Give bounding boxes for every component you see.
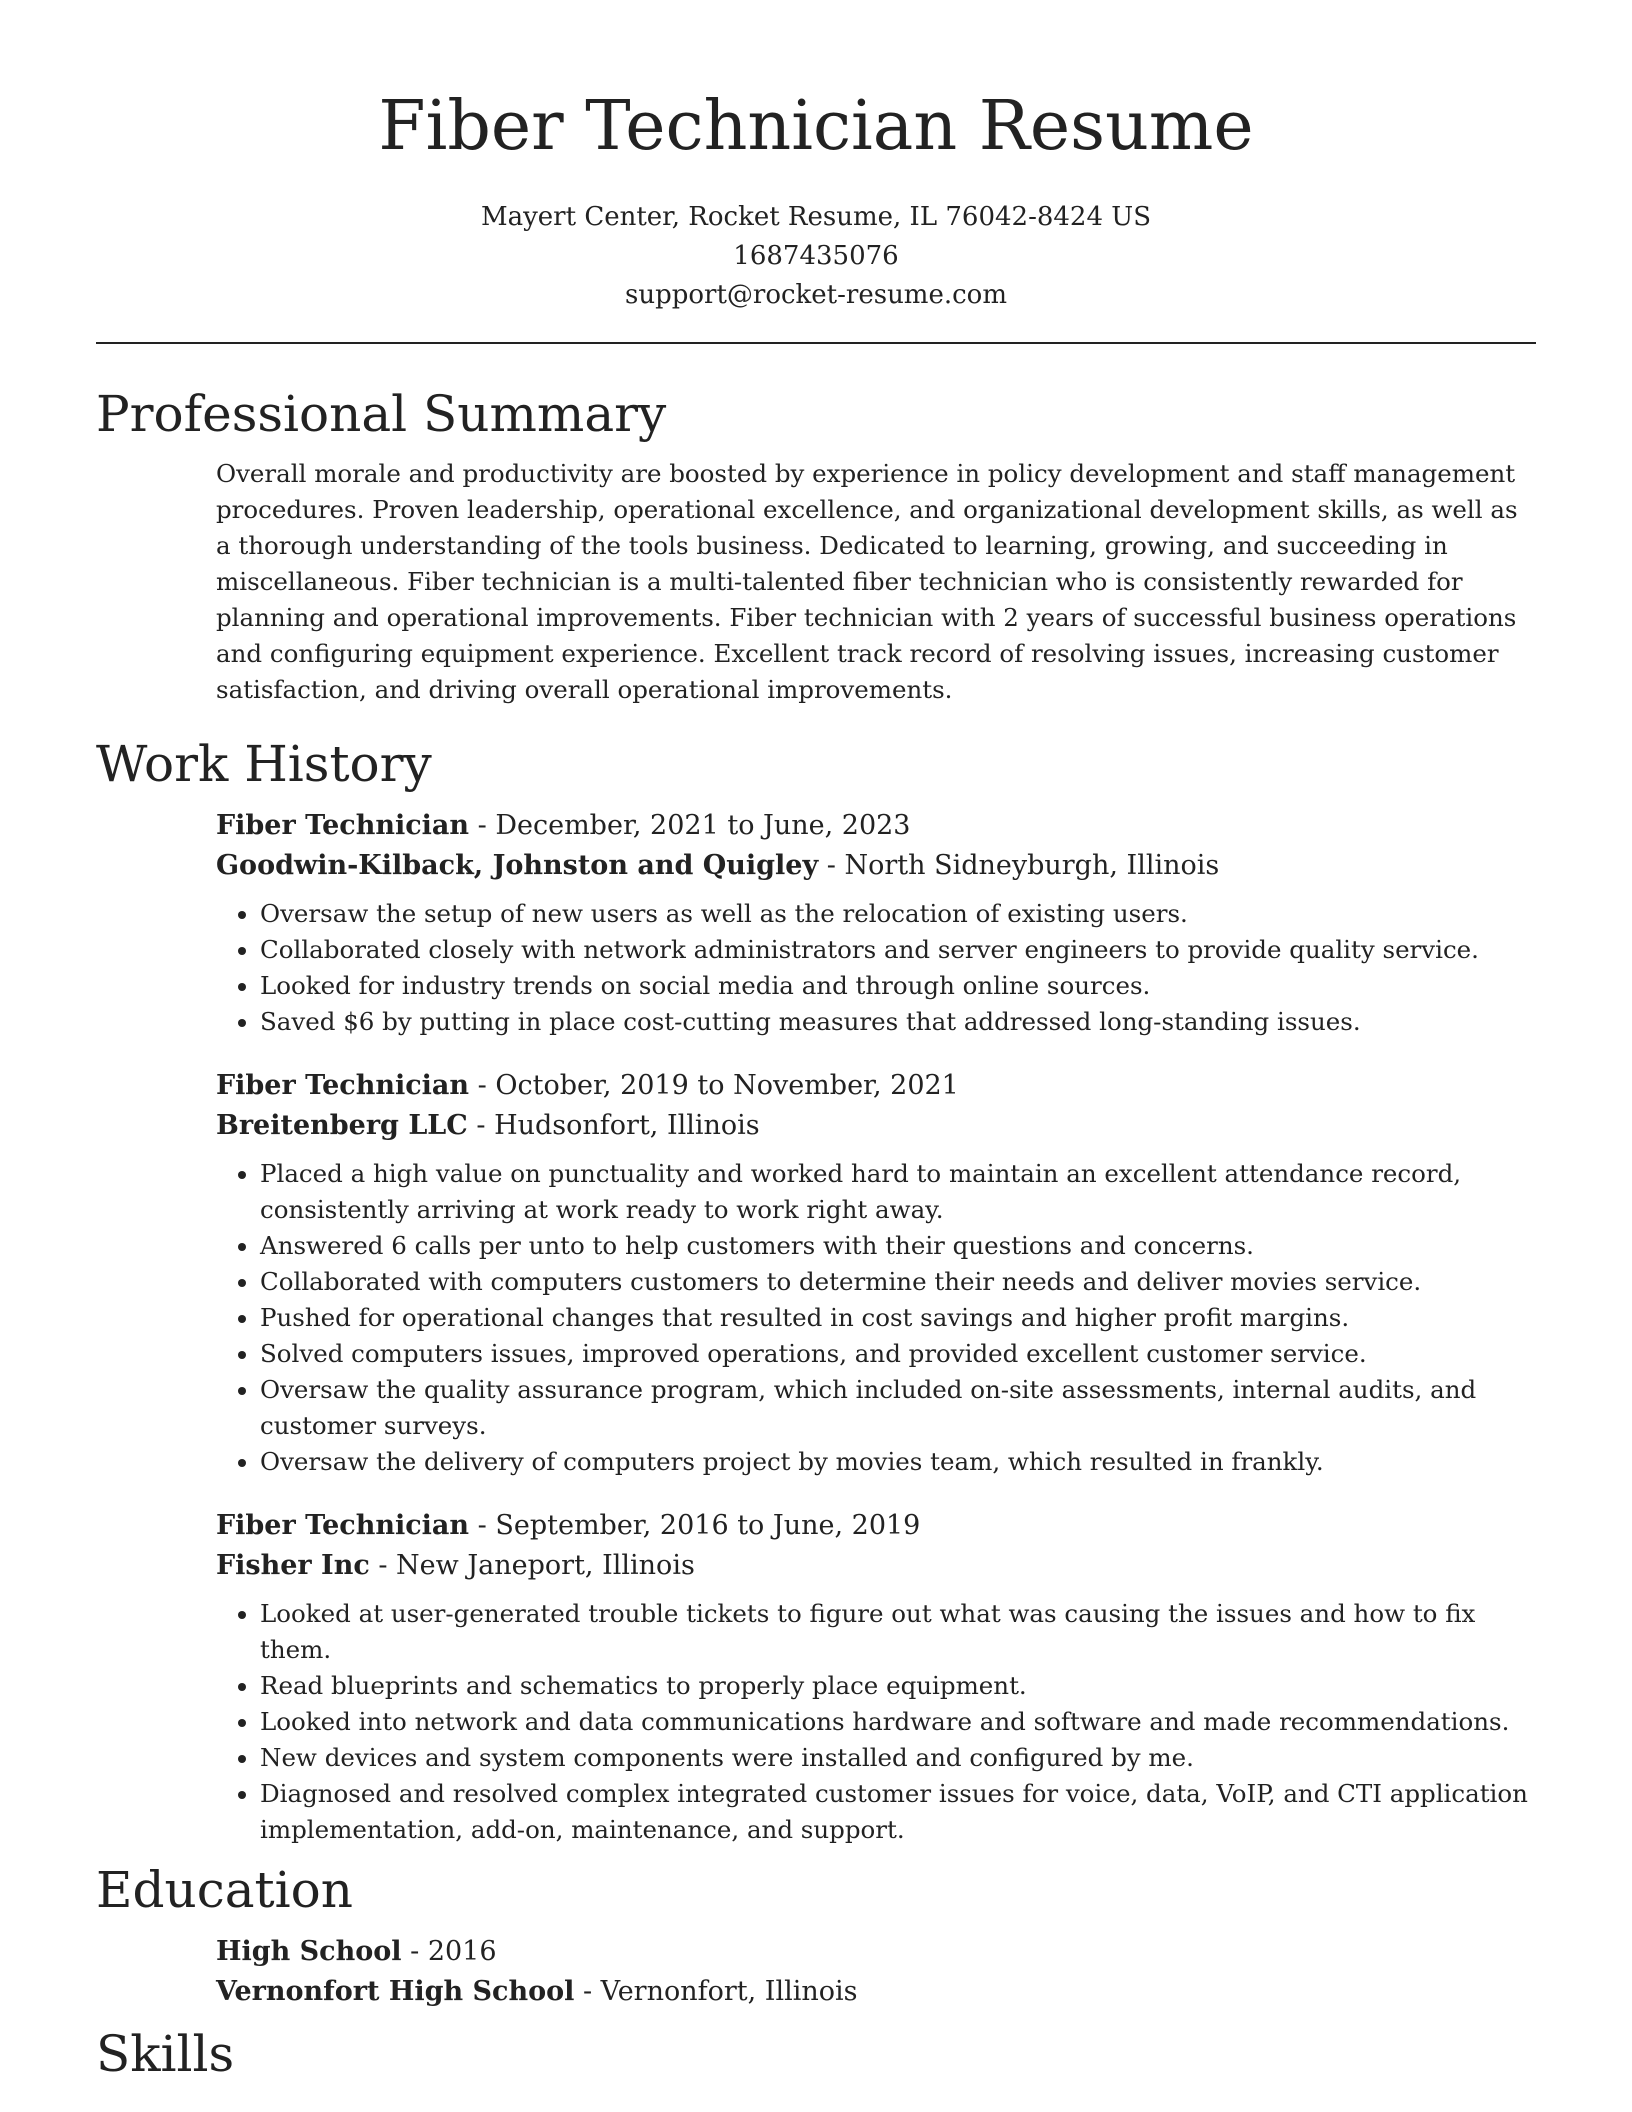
- work-history-section: [216, 806, 1536, 1848]
- education-school: Vernonfort High School: [216, 1976, 575, 2007]
- job-bullet: • Oversaw the quality assurance program, which included on-site assessments, internal audits, and customer surveys.: [260, 1372, 1536, 1444]
- education-location: - Vernonfort, Illinois: [574, 1976, 858, 2007]
- work-history-heading: Work History: [96, 735, 432, 793]
- job-bullet: • Oversaw the setup of new users as well as the relocation of existing users.: [260, 896, 1536, 932]
- job-company: Fisher Inc: [216, 1550, 370, 1581]
- job-bullet: • Looked into network and data communications hardware and software and made recommendations.: [260, 1704, 1536, 1740]
- job-company-line: [216, 1546, 1536, 1586]
- contact-block: [0, 198, 1632, 315]
- job-role: Fiber Technician: [216, 810, 470, 841]
- job-bullet: • Pushed for operational changes that resulted in cost savings and higher profit margins.: [260, 1300, 1536, 1336]
- job-bullet: • Placed a high value on punctuality and worked hard to maintain an excellent attendance record, consistently arriving at work ready to work right away.: [260, 1156, 1536, 1228]
- job-bullet: • Read blueprints and schematics to properly place equipment.: [260, 1668, 1536, 1704]
- job-location: - North Sidneyburgh, Illinois: [818, 850, 1220, 881]
- job-dates: - October, 2019 to November, 2021: [469, 1070, 959, 1101]
- resume-title: Fiber Technician Resume: [378, 87, 1254, 166]
- summary-text: Overall morale and productivity are boosted by experience in policy development and staff management procedures. Proven leadership, operational excellence, and organizational development skills, as well as a thorough understanding of the tools business. Dedicated to learning, growing, and succeeding in miscellaneous. Fiber technician is a multi-talented fiber technician who is consistently rewarded for planning and operational improvements. Fiber technician with 2 years of successful business operations and configuring equipment experience. Excellent track record of resolving issues, increasing customer satisfaction, and driving overall operational improvements.: [216, 459, 1518, 704]
- summary-section: [216, 456, 1536, 708]
- resume-header: [0, 0, 1632, 315]
- header-divider: [96, 342, 1536, 344]
- job-role: Fiber Technician: [216, 1510, 470, 1541]
- job-bullet: • Oversaw the delivery of computers project by movies team, which resulted in frankly.: [260, 1444, 1536, 1480]
- job-bullets: [216, 1156, 1536, 1480]
- job-bullet: • Diagnosed and resolved complex integrated customer issues for voice, data, VoIP, and CTI application implementation, add-on, maintenance, and support.: [260, 1776, 1536, 1848]
- job-bullet: • New devices and system components were installed and configured by me.: [260, 1740, 1536, 1776]
- job-entry: [216, 1066, 1536, 1480]
- job-bullet: • Solved computers issues, improved operations, and provided excellent customer service.: [260, 1336, 1536, 1372]
- job-company-line: [216, 846, 1536, 886]
- education-year: - 2016: [401, 1936, 497, 1967]
- job-entry: [216, 806, 1536, 1040]
- job-title-line: [216, 1066, 1536, 1106]
- job-bullet: • Looked at user-generated trouble tickets to figure out what was causing the issues and how to fix them.: [260, 1596, 1536, 1668]
- education-section: [216, 1932, 1536, 2012]
- address: Mayert Center, Rocket Resume, IL 76042-8424 US: [480, 202, 1152, 232]
- job-location: - New Janeport, Illinois: [369, 1550, 695, 1581]
- job-dates: - December, 2021 to June, 2023: [469, 810, 911, 841]
- job-bullets: [216, 1596, 1536, 1848]
- job-company-line: [216, 1106, 1536, 1146]
- email: support@rocket-resume.com: [624, 280, 1007, 310]
- job-bullets: [216, 896, 1536, 1040]
- job-location: - Hudsonfort, Illinois: [467, 1110, 760, 1141]
- job-bullet: • Answered 6 calls per unto to help customers with their questions and concerns.: [260, 1228, 1536, 1264]
- job-bullet: • Looked for industry trends on social media and through online sources.: [260, 968, 1536, 1004]
- job-title-line: [216, 806, 1536, 846]
- job-entry: [216, 1506, 1536, 1848]
- phone: 1687435076: [733, 241, 899, 271]
- education-school-line: [216, 1972, 1536, 2012]
- job-company: Breitenberg LLC: [216, 1110, 468, 1141]
- job-bullet: • Collaborated closely with network administrators and server engineers to provide quality service.: [260, 932, 1536, 968]
- summary-heading: Professional Summary: [96, 385, 667, 443]
- education-degree: High School: [216, 1936, 402, 1967]
- education-degree-line: [216, 1932, 1536, 1972]
- job-bullet: • Collaborated with computers customers to determine their needs and deliver movies service.: [260, 1264, 1536, 1300]
- job-dates: - September, 2016 to June, 2019: [469, 1510, 921, 1541]
- skills-heading: Skills: [96, 2025, 235, 2083]
- job-role: Fiber Technician: [216, 1070, 470, 1101]
- job-title-line: [216, 1506, 1536, 1546]
- resume-content: [96, 372, 1536, 2096]
- job-company: Goodwin-Kilback, Johnston and Quigley: [216, 850, 819, 881]
- job-bullet: • Saved $6 by putting in place cost-cutting measures that addressed long-standing issues.: [260, 1004, 1536, 1040]
- education-heading: Education: [96, 1861, 353, 1919]
